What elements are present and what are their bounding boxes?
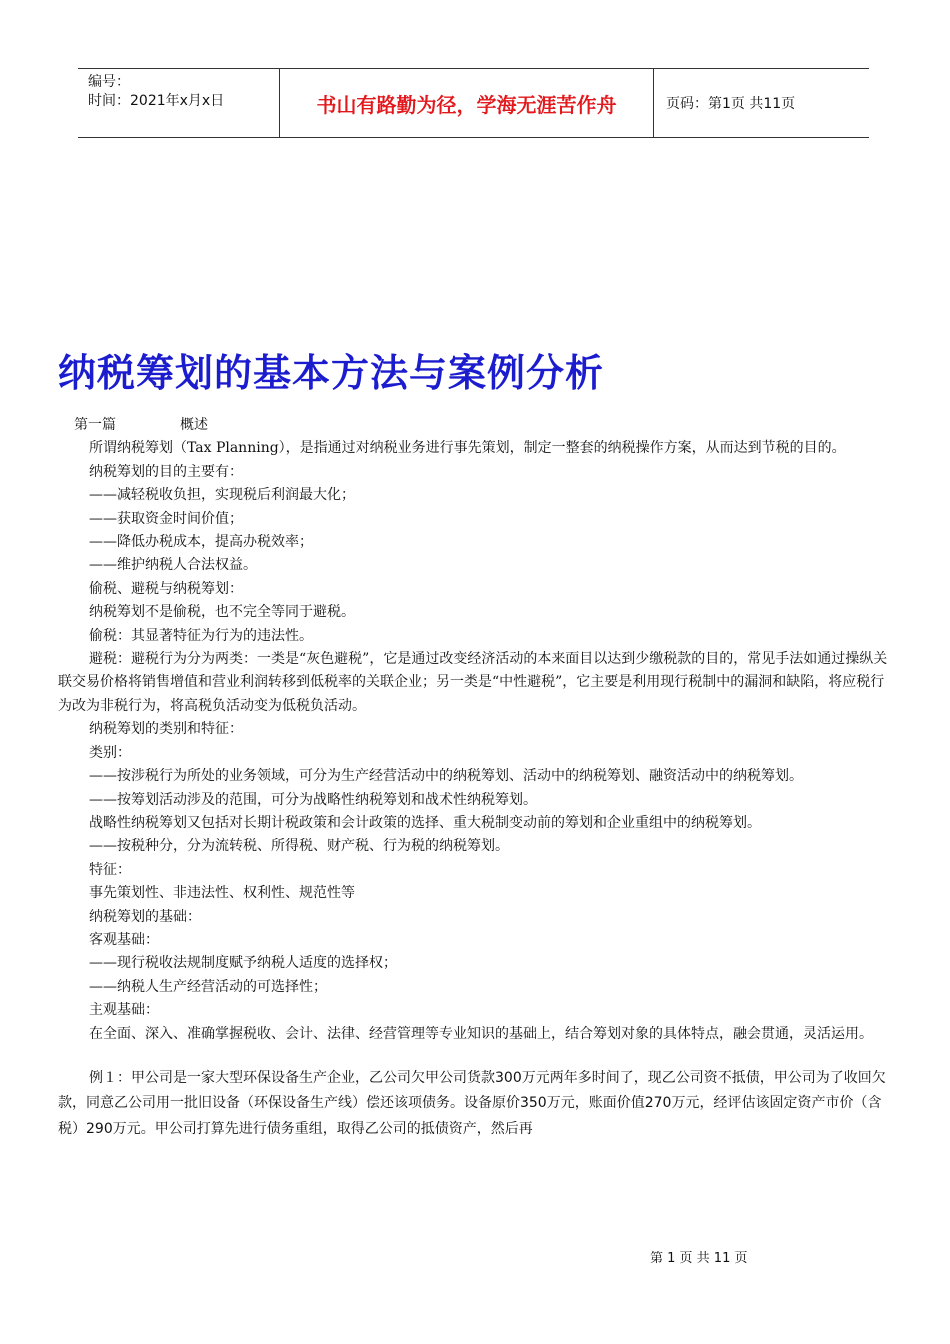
paragraph: 特征： bbox=[89, 861, 131, 878]
paragraph: 战略性纳税筹划又包括对长期计税政策和会计政策的选择、重大税制变动前的筹划和企业重组中的纳税筹划。 bbox=[89, 814, 761, 831]
paragraph: ——获取资金时间价值； bbox=[89, 510, 243, 527]
time-label: 时间：2021年x月x日 bbox=[88, 93, 225, 109]
paragraph: ——降低办税成本，提高办税效率； bbox=[89, 534, 313, 551]
page-info-cell bbox=[654, 69, 869, 137]
paragraph: ——减轻税收负担，实现税后利润最大化； bbox=[89, 487, 355, 504]
chapter-name: 第一篇 bbox=[74, 417, 116, 433]
paragraph: ——按涉税行为所处的业务领域，可分为生产经营活动中的纳税筹划、活动中的纳税筹划、融资活动中的纳税筹划。 bbox=[89, 768, 803, 785]
motto: 书山有路勤为径，学海无涯苦作舟 bbox=[316, 92, 617, 117]
paragraph: 避税：避税行为分为两类：一类是“灰色避税”，它是通过改变经济活动的本来面目以达到少缴税款的目的，常见手法如通过操纵关联交易价格将销售增值和营业利润转移到低税率的关联企业；另一类是“中性避税”，它主要是利用现行税制中的漏洞和缺陷，将应税行为改为非税行为，将高税负活动变为低税负活动。 bbox=[58, 651, 888, 714]
chapter-subtitle: 概述 bbox=[180, 417, 208, 433]
paragraph: 事先策划性、非违法性、权利性、规范性等 bbox=[89, 885, 355, 902]
paragraph: 偷税、避税与纳税筹划： bbox=[89, 580, 243, 597]
header-table bbox=[78, 68, 869, 138]
paragraph: 纳税筹划的目的主要有： bbox=[89, 463, 243, 480]
page-title: 纳税筹划的基本方法与案例分析 bbox=[58, 351, 605, 395]
paragraph: ——按筹划活动涉及的范围，可分为战略性纳税筹划和战术性纳税筹划。 bbox=[89, 791, 537, 808]
header-meta-cell bbox=[78, 69, 280, 137]
paragraph: 主观基础： bbox=[89, 1002, 159, 1019]
paragraph: 所谓纳税筹划（Tax Planning），是指通过对纳税业务进行事先策划，制定一整套的纳税操作方案，从而达到节税的目的。 bbox=[89, 440, 846, 457]
paragraph: ——维护纳税人合法权益。 bbox=[89, 557, 257, 574]
paragraph: 偷税：其显著特征为行为的违法性。 bbox=[89, 627, 313, 644]
document-body bbox=[58, 414, 898, 1142]
paragraph: 纳税筹划的类别和特征： bbox=[89, 721, 243, 738]
paragraph: 类别： bbox=[89, 744, 131, 761]
page-footer: 第 1 页 共 11 页 bbox=[650, 1251, 748, 1266]
example-paragraph: 例１：甲公司是一家大型环保设备生产企业，乙公司欠甲公司货款300万元两年多时间了，现乙公司资不抵债，甲公司为了收回欠款，同意乙公司用一批旧设备（环保设备生产线）偿还该项债务。设备原价350万元，账面价值270万元，经评估该固定资产市价（含税）290万元。甲公司打算先进行债务重组，取得乙公司的抵债资产，然后再 bbox=[58, 1069, 886, 1137]
paragraph: 纳税筹划不是偷税，也不完全等同于避税。 bbox=[89, 604, 355, 621]
chapter-heading bbox=[58, 414, 898, 437]
paragraph: 客观基础： bbox=[89, 931, 159, 948]
page-info: 页码：第1页 共11页 bbox=[666, 96, 796, 112]
motto-cell bbox=[280, 69, 654, 137]
paragraph: ——按税种分，分为流转税、所得税、财产税、行为税的纳税筹划。 bbox=[89, 838, 509, 855]
paragraph: 纳税筹划的基础： bbox=[89, 908, 201, 925]
paragraph: 在全面、深入、准确掌握税收、会计、法律、经营管理等专业知识的基础上，结合筹划对象的具体特点，融会贯通，灵活运用。 bbox=[89, 1025, 873, 1042]
number-label: 编号： bbox=[88, 74, 130, 90]
paragraph: ——纳税人生产经营活动的可选择性； bbox=[89, 978, 327, 995]
paragraph: ——现行税收法规制度赋予纳税人适度的选择权； bbox=[89, 955, 397, 972]
